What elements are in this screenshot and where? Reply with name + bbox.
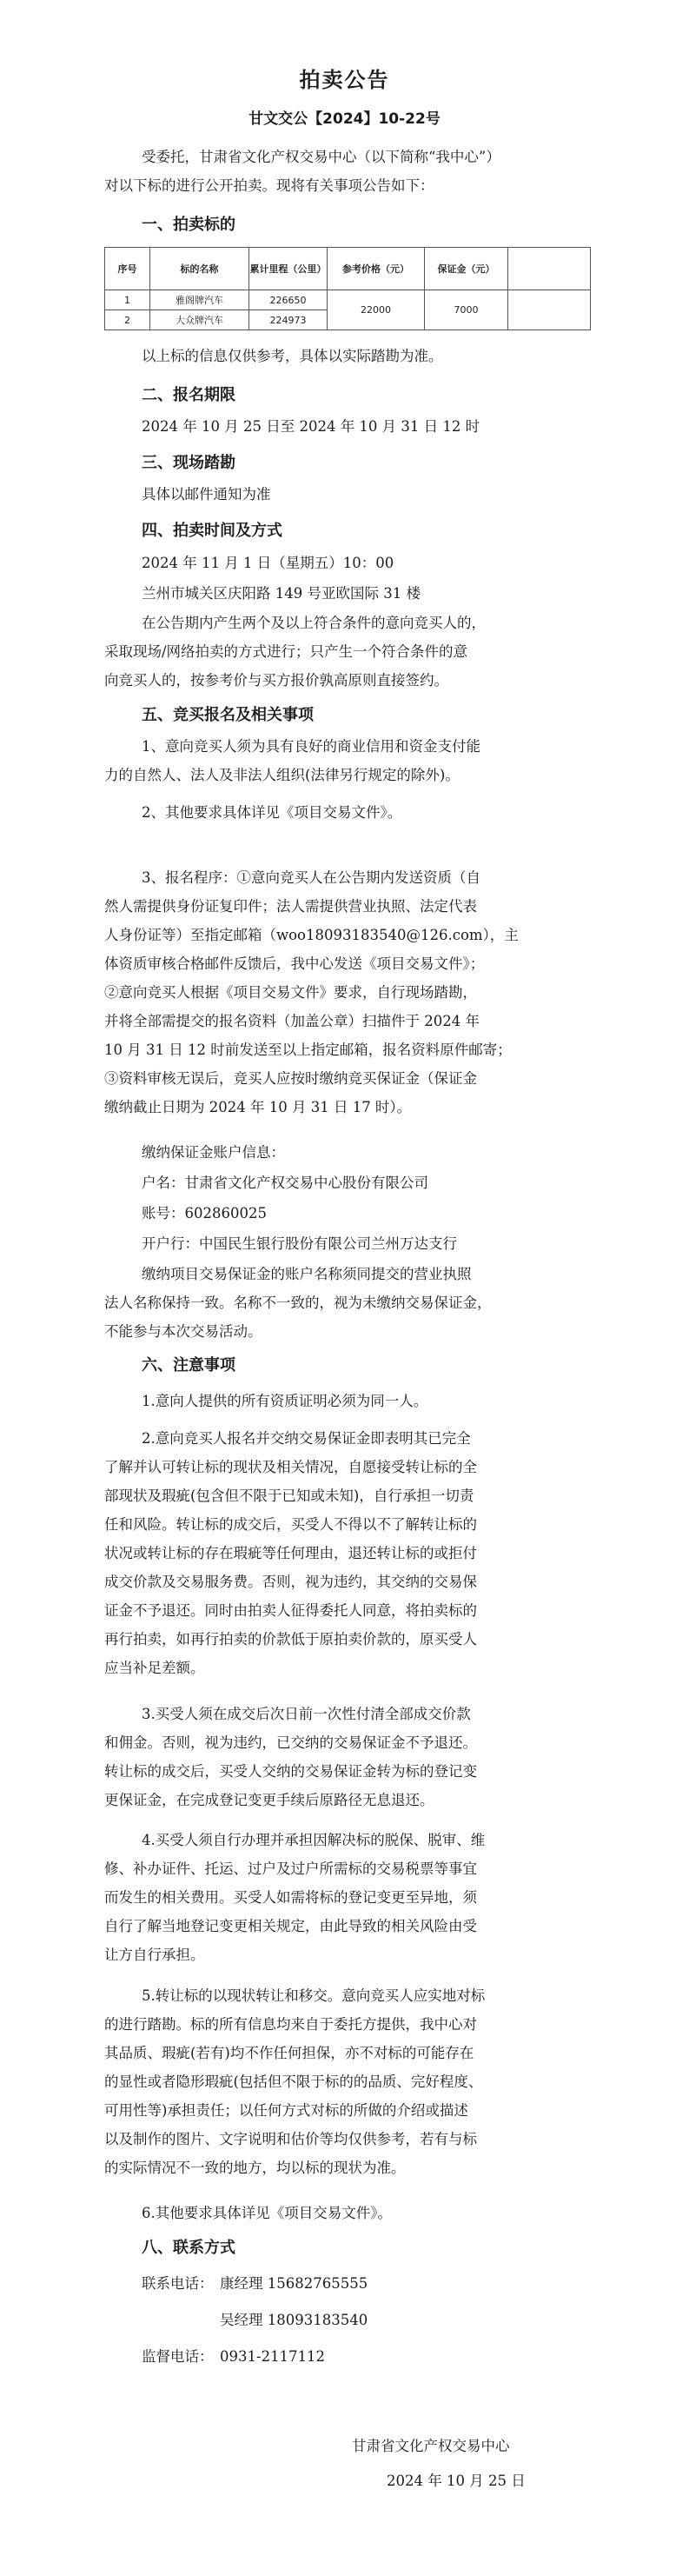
account-info-title: 缴纳保证金账户信息： bbox=[142, 1144, 285, 1161]
text-line: 2.意向竞买人报名并交纳交易保证金即表明其已完全 bbox=[142, 1430, 471, 1447]
text-line: 其品质、瑕疵(若有)均不作任何担保，亦不对标的可能存在 bbox=[104, 2045, 474, 2061]
text-line: 体资质审核合格邮件反馈后，我中心发送《项目交易文件》； bbox=[104, 955, 485, 972]
auction-items-table bbox=[104, 247, 591, 330]
table-header-cell: 保证金（元） bbox=[425, 248, 508, 290]
text-line: 的进行踏勘。标的所有信息均来自于委托方提供，我中心对 bbox=[104, 2016, 477, 2033]
table-row bbox=[105, 290, 591, 310]
notice-item-4 bbox=[104, 1826, 485, 1969]
document-number: 甘文交公【2024】10-22号 bbox=[248, 110, 441, 128]
signature-date: 2024 年 10 月 25 日 bbox=[387, 2473, 526, 2489]
table-header-row bbox=[105, 248, 591, 290]
text-line: 法人名称保持一致。名称不一致的，视为未缴纳交易保证金， bbox=[104, 1295, 492, 1311]
text-line: 而发生的相关费用。买受人如需将标的登记变更至异地，须 bbox=[104, 1889, 477, 1906]
page-title: 拍卖公告 bbox=[299, 68, 390, 92]
text-line: 以及制作的图片、文字说明和估价等均仅供参考，若有与标 bbox=[104, 2131, 477, 2147]
supervision-phone: 0931-2117112 bbox=[220, 2348, 326, 2365]
supervision-label: 监督电话： bbox=[142, 2348, 214, 2365]
table-cell-mileage: 226650 bbox=[249, 290, 328, 310]
text-line: ②意向竞买人根据《项目交易文件》要求，自行现场踏勘， bbox=[104, 984, 477, 1001]
section-6-heading: 六、注意事项 bbox=[142, 1356, 235, 1375]
table-cell-no: 2 bbox=[105, 310, 150, 330]
section-5-item-2: 2、其他要求具体详见《项目交易文件》。 bbox=[142, 804, 402, 821]
table-cell-deposit: 7000 bbox=[425, 290, 508, 330]
table-header-cell: 累计里程（公里） bbox=[249, 248, 328, 290]
contact-phone-1: 康经理 15682765555 bbox=[220, 2275, 368, 2292]
table-header-cell: 标的名称 bbox=[150, 248, 249, 290]
table-cell-empty bbox=[508, 290, 591, 330]
text-line: 自行了解当地登记变更相关规定，由此导致的相关风险由受 bbox=[104, 1918, 477, 1934]
table-cell-name: 大众牌汽车 bbox=[150, 310, 249, 330]
text-line: 向竞买人的，按参考价与买方报价孰高原则直接签约。 bbox=[104, 672, 448, 689]
notice-item-6: 6.其他要求具体详见《项目交易文件》。 bbox=[142, 2205, 392, 2221]
text-line: 成交价款及交易服务费。否则，视为违约，其交纳的交易保 bbox=[104, 1574, 477, 1590]
text-line: 可用性等)承担责任；以任何方式对标的所做的介绍或描述 bbox=[104, 2102, 468, 2119]
table-header-cell: 参考价格（元） bbox=[328, 248, 425, 290]
text-line: 部现状及瑕疵(包含但不限于已知或未知)，自行承担一切责 bbox=[104, 1488, 474, 1504]
text-line: 转让标的成交后，买受人交纳的交易保证金转为标的登记变 bbox=[104, 1763, 477, 1780]
notice-item-3 bbox=[104, 1700, 477, 1814]
table-cell-no: 1 bbox=[105, 290, 150, 310]
text-line: 应当补足差额。 bbox=[104, 1660, 205, 1676]
registration-period: 2024 年 10 月 25 日至 2024 年 10 月 31 日 12 时 bbox=[142, 418, 480, 435]
text-line: 采取现场/网络拍卖的方式进行；只产生一个符合条件的意 bbox=[104, 643, 468, 660]
auction-method bbox=[104, 609, 486, 695]
section-1-heading: 一、拍卖标的 bbox=[142, 216, 235, 234]
section-8-heading: 八、联系方式 bbox=[142, 2239, 235, 2257]
text-line: 证金不予退还。同时由拍卖人征得委托人同意，将拍卖标的 bbox=[104, 1602, 477, 1619]
text-line: 状况或转让标的存在瑕疵等任何理由，退还转让标的或拒付 bbox=[104, 1545, 477, 1561]
text-line: 1、意向竞买人须为具有良好的商业信用和资金支付能 bbox=[142, 738, 480, 755]
text-line: 让方自行承担。 bbox=[104, 1947, 205, 1963]
contact-label: 联系电话： bbox=[142, 2275, 214, 2292]
auction-time: 2024 年 11 月 1 日（星期五）10：00 bbox=[142, 555, 394, 571]
auction-address: 兰州市城关区庆阳路 149 号亚欧国际 31 楼 bbox=[142, 585, 421, 602]
text-line: 然人需提供身份证复印件；法人需提供营业执照、法定代表 bbox=[104, 898, 477, 915]
site-inspection-text: 具体以邮件通知为准 bbox=[142, 486, 271, 503]
text-line: 并将全部需提交的报名资料（加盖公章）扫描件于 2024 年 bbox=[104, 1013, 480, 1029]
text-line: 缴纳项目交易保证金的账户名称须同提交的营业执照 bbox=[142, 1266, 472, 1282]
text-line: 再行拍卖，如再行拍卖的价款低于原拍卖价款的，原买受人 bbox=[104, 1631, 477, 1647]
notice-item-5 bbox=[104, 1981, 485, 2182]
text-line: 任和风险。转让标的成交后，买受人不得以不了解转让标的 bbox=[104, 1516, 477, 1533]
section-5-heading: 五、竞买报名及相关事项 bbox=[142, 706, 314, 724]
section-5-item-3 bbox=[104, 863, 519, 1122]
text-line: ③资料审核无误后，竞买人应按时缴纳竞买保证金（保证金 bbox=[104, 1070, 477, 1087]
section-5-item-1 bbox=[104, 732, 480, 789]
text-line: 人身份证等）至指定邮箱（woo18093183540@126.com），主 bbox=[104, 927, 519, 943]
text-line: 更保证金，在完成登记变更手续后原路径无息退还。 bbox=[104, 1792, 434, 1808]
notice-item-1: 1.意向人提供的所有资质证明必须为同一人。 bbox=[142, 1393, 428, 1409]
text-line: 4.买受人须自行办理并承担因解决标的脱保、脱审、维 bbox=[142, 1832, 486, 1848]
table-cell-name: 雅阁牌汽车 bbox=[150, 290, 249, 310]
signature-org: 甘肃省文化产权交易中心 bbox=[352, 2438, 510, 2454]
text-line: 3.买受人须在成交后次日前一次性付清全部成交价款 bbox=[142, 1706, 471, 1722]
section-3-heading: 三、现场踏勘 bbox=[142, 454, 235, 472]
section-1-note: 以上标的信息仅供参考，具体以实际踏勘为准。 bbox=[142, 348, 443, 364]
text-line: 5.转让标的以现状转让和移交。意向竞买人应实地对标 bbox=[142, 1987, 486, 2004]
account-number: 账号：602860025 bbox=[142, 1205, 267, 1221]
table-cell-reference-price: 22000 bbox=[328, 290, 425, 330]
text-line: 和佣金。否则，视为违约，已交纳的交易保证金不予退还。 bbox=[104, 1734, 477, 1751]
table-header-cell: 序号 bbox=[105, 248, 150, 290]
text-line: 的显性或者隐形瑕疵(包括但不限于标的的品质、完好程度、 bbox=[104, 2073, 483, 2090]
account-note bbox=[104, 1260, 492, 1346]
account-name: 户名：甘肃省文化产权交易中心股份有限公司 bbox=[142, 1175, 428, 1191]
text-line: 10 月 31 日 12 时前发送至以上指定邮箱，报名资料原件邮寄； bbox=[104, 1042, 512, 1058]
text-line: 缴纳截止日期为 2024 年 10 月 31 日 17 时）。 bbox=[104, 1099, 412, 1115]
text-line: 了解并认可转让标的现状及相关情况，自愿接受转让标的全 bbox=[104, 1459, 477, 1475]
text-line: 在公告期内产生两个及以上符合条件的意向竞买人的， bbox=[142, 615, 486, 631]
intro-line-1: 受委托，甘肃省文化产权交易中心（以下简称“我中心”） bbox=[142, 149, 500, 165]
table-header-cell-empty bbox=[508, 248, 591, 290]
contact-phone-2: 吴经理 18093183540 bbox=[220, 2312, 368, 2328]
notice-item-2 bbox=[104, 1424, 477, 1682]
text-line: 的实际情况不一致的地方，均以标的现状为准。 bbox=[104, 2160, 406, 2176]
account-bank: 开户行：中国民生银行股份有限公司兰州万达支行 bbox=[142, 1235, 457, 1252]
text-line: 力的自然人、法人及非法人组织(法律另行规定的除外)。 bbox=[104, 767, 460, 783]
text-line: 不能参与本次交易活动。 bbox=[104, 1323, 262, 1340]
text-line: 修、补办证件、托运、过户及过户所需标的交易税票等事宜 bbox=[104, 1860, 477, 1877]
section-4-heading: 四、拍卖时间及方式 bbox=[142, 522, 282, 540]
text-line: 3、报名程序：①意向竞买人在公告期内发送资质（自 bbox=[142, 869, 480, 886]
table-cell-mileage: 224973 bbox=[249, 310, 328, 330]
intro-line-2: 对以下标的进行公开拍卖。现将有关事项公告如下： bbox=[104, 177, 434, 194]
section-2-heading: 二、报名期限 bbox=[142, 386, 235, 404]
